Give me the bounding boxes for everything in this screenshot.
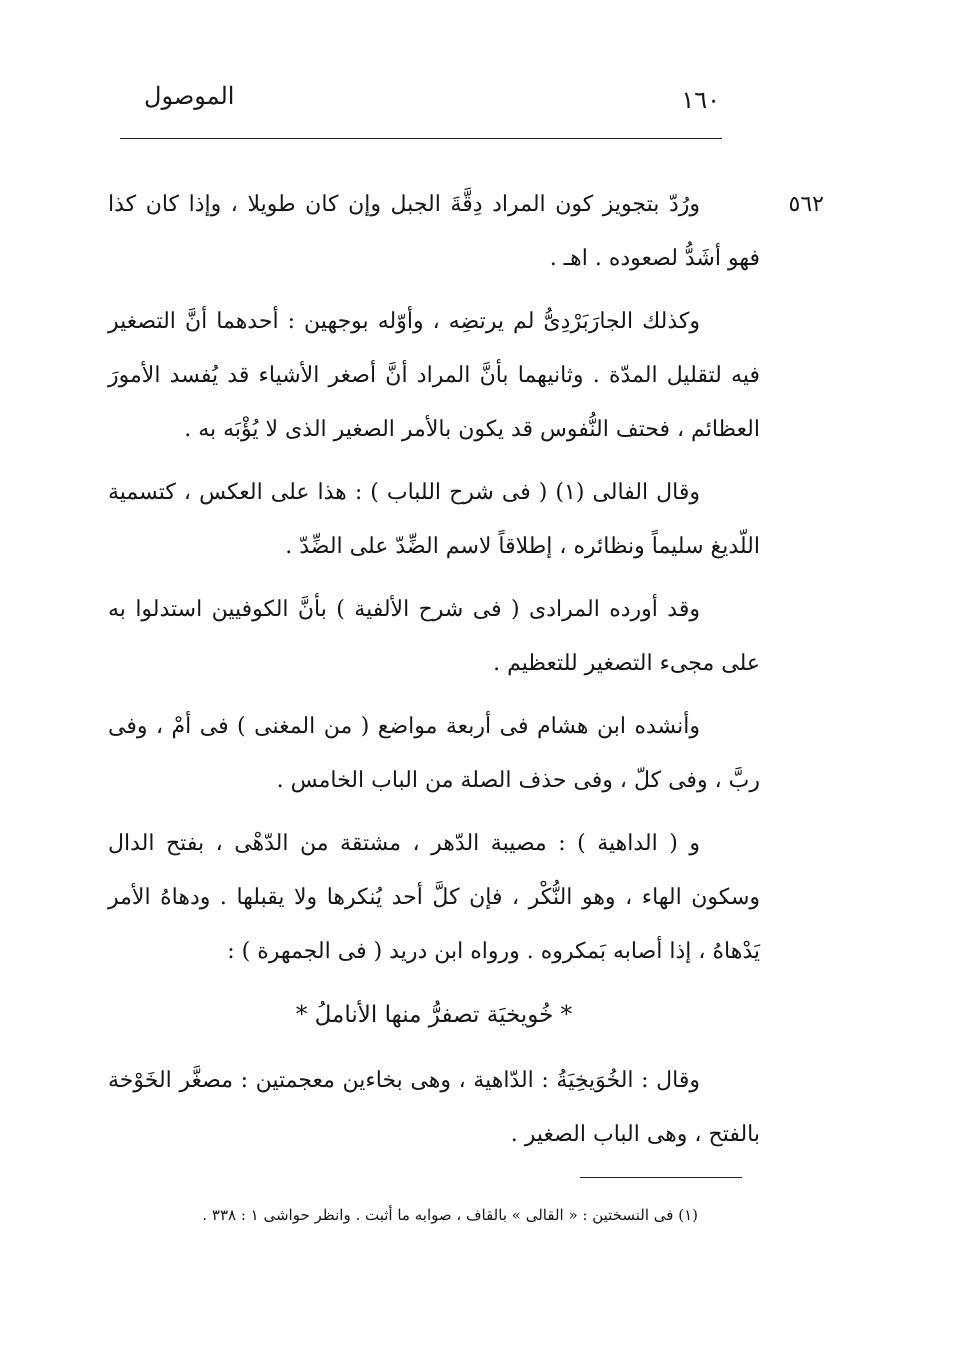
paragraph: وقد أورده المرادى ( فى شرح الألفية ) بأنَّ الكوفيين استدلوا به على مجىء التصغير للتعظيم . bbox=[108, 597, 760, 676]
footnote: (١) فى النسختين : « القالى » بالقاف ، صوابه ما أثبت . وانظر حواشى ١ : ٣٣٨ . bbox=[202, 1206, 698, 1224]
running-title: الموصول bbox=[144, 82, 235, 110]
running-head bbox=[120, 78, 720, 118]
paragraph: وقال الفالى (١) ( فى شرح اللباب ) : هذا على العكس ، كتسمية اللّديغ سليماً ونظائره ، إطلاقاً لاسم الضِّدّ على الضِّدّ . bbox=[108, 480, 760, 559]
margin-entry-number: ٥٦٢ bbox=[788, 192, 824, 217]
paragraph: وأنشده ابن هشام فى أربعة مواضع ( من المغنى ) فى أمْ ، وفى ربَّ ، وفى كلّ ، وفى حذف الصلة من الباب الخامس . bbox=[108, 714, 760, 793]
paragraph: وكذلك الجارَبَرْدِىُّ لم يرتضِه ، وأوّله بوجهين : أحدهما أنَّ التصغير فيه لتقليل المدّة . وثانيهما بأنَّ المراد أنَّ أصغر الأشياء قد يُفسد الأمورَ العظائم ، فحتف النُّفوس قد يكون بالأمر الصغير الذى لا يُؤْبَه به . bbox=[108, 309, 760, 442]
body-text bbox=[108, 178, 760, 1171]
paragraph: وقال : الخُوَيخِيَةُ : الدّاهية ، وهى بخاءين معجمتين : مصغَّر الخَوْخة بالفتح ، وهى الباب الصغير . bbox=[108, 1068, 760, 1147]
verse-line: * خُويخيَة تصفرُّ منها الأناملُ * bbox=[295, 1002, 573, 1028]
header-rule bbox=[120, 138, 722, 139]
paragraph: و ( الداهية ) : مصيبة الدّهر ، مشتقة من الدّهْى ، بفتح الدال وسكون الهاء ، وهو النُّكْر ، فإن كلَّ أحد يُنكرها ولا يقبلها . ودهاهُ الأمر يَدْهاهُ ، إذا أصابه بَمكروه . ورواه ابن دريد ( فى الجمهرة ) : bbox=[108, 831, 760, 964]
footnote-rule bbox=[580, 1177, 742, 1178]
paragraph: ورُدّ بتجويز كون المراد دِقَّةَ الجبل وإن كان طويلا ، وإذا كان كذا فهو أشَدُّ لصعوده . اهـ . bbox=[108, 192, 760, 271]
page-number: ١٦٠ bbox=[681, 86, 720, 114]
